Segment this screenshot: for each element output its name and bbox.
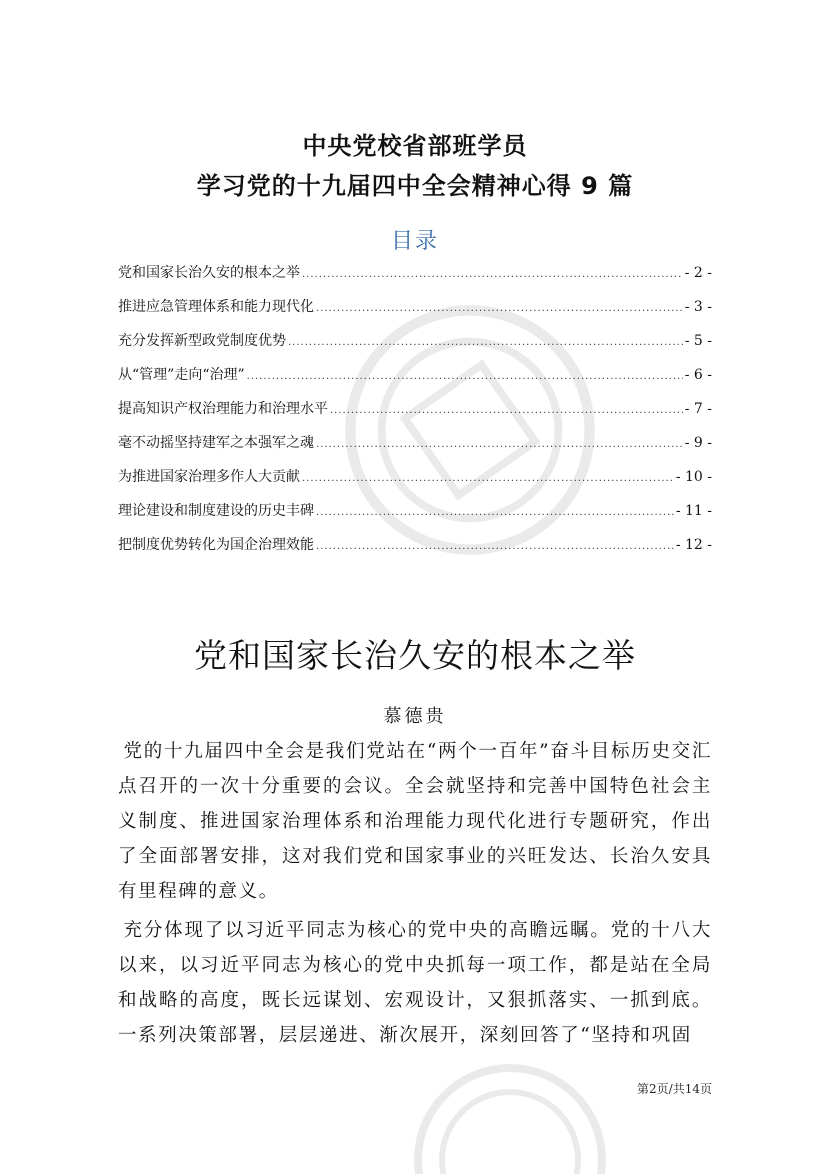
toc-leader-dots	[316, 507, 674, 518]
toc-entry[interactable]	[118, 296, 712, 330]
toc-leader-dots	[302, 269, 683, 280]
toc-leader-dots	[247, 371, 683, 382]
section-title: 党和国家长治久安的根本之举	[194, 636, 636, 675]
toc-entry[interactable]	[118, 534, 712, 568]
toc-entry-title: 理论建设和制度建设的历史丰碑	[118, 503, 314, 519]
toc-entry-page: - 5 -	[684, 333, 712, 349]
toc-entry[interactable]	[118, 432, 712, 466]
toc-entry-page: - 3 -	[684, 299, 712, 315]
toc-entry-page: - 12 -	[675, 537, 712, 553]
body-paragraph: 党的十九届四中全会是我们党站在“两个一百年”奋斗目标历史交汇点召开的一次十分重要的会议。全会就坚持和完善中国特色社会主义制度、推进国家治理体系和治理能力现代化进行专题研究，作出了全面部署安排，这对我们党和国家事业的兴旺发达、长治久安具有里程碑的意义。	[118, 741, 712, 902]
document-title-line1: 中央党校省部班学员	[302, 132, 528, 160]
toc-entry-title: 充分发挥新型政党制度优势	[118, 333, 286, 349]
toc-entry-title: 从“管理”走向“治理”	[118, 367, 245, 383]
body-paragraph: 充分体现了以习近平同志为核心的党中央的高瞻远瞩。党的十八大以来，以习近平同志为核心的党中央抓每一项工作，都是站在全局和战略的高度，既长远谋划、宏观设计，又狠抓落实、一抓到底。一系列决策部署，层层递进、渐次展开，深刻回答了“坚持和巩固	[118, 920, 712, 1046]
document-title-line2: 学习党的十九届四中全会精神心得 9 篇	[196, 172, 634, 200]
toc-leader-dots	[302, 473, 674, 484]
toc-entry-page: - 10 -	[675, 469, 712, 485]
toc-entry-page: - 6 -	[684, 367, 712, 383]
toc-entry-title: 为推进国家治理多作人大贡献	[118, 469, 300, 485]
toc-entry-title: 提高知识产权治理能力和治理水平	[118, 401, 328, 417]
toc-entry[interactable]	[118, 262, 712, 296]
toc-leader-dots	[316, 303, 683, 314]
toc-leader-dots	[316, 439, 683, 450]
toc-entry-title: 党和国家长治久安的根本之举	[118, 265, 300, 281]
toc-entry[interactable]	[118, 398, 712, 432]
toc-leader-dots	[288, 337, 683, 348]
table-of-contents	[118, 262, 712, 568]
toc-leader-dots	[316, 541, 674, 552]
section-author: 慕德贵	[383, 706, 447, 727]
toc-entry-title: 把制度优势转化为国企治理效能	[118, 537, 314, 553]
toc-entry[interactable]	[118, 466, 712, 500]
toc-entry-page: - 11 -	[675, 503, 712, 519]
toc-entry[interactable]	[118, 500, 712, 534]
section-body	[118, 734, 712, 1057]
toc-entry-page: - 9 -	[684, 435, 712, 451]
toc-entry-page: - 2 -	[684, 265, 712, 281]
toc-entry[interactable]	[118, 364, 712, 398]
toc-entry-title: 推进应急管理体系和能力现代化	[118, 299, 314, 315]
toc-leader-dots	[330, 405, 683, 416]
toc-entry-page: - 7 -	[684, 401, 712, 417]
toc-heading: 目录	[390, 229, 439, 254]
toc-entry[interactable]	[118, 330, 712, 364]
toc-entry-title: 毫不动摇坚持建军之本强军之魂	[118, 435, 314, 451]
page-indicator: 第2页/共14页	[637, 1082, 712, 1096]
